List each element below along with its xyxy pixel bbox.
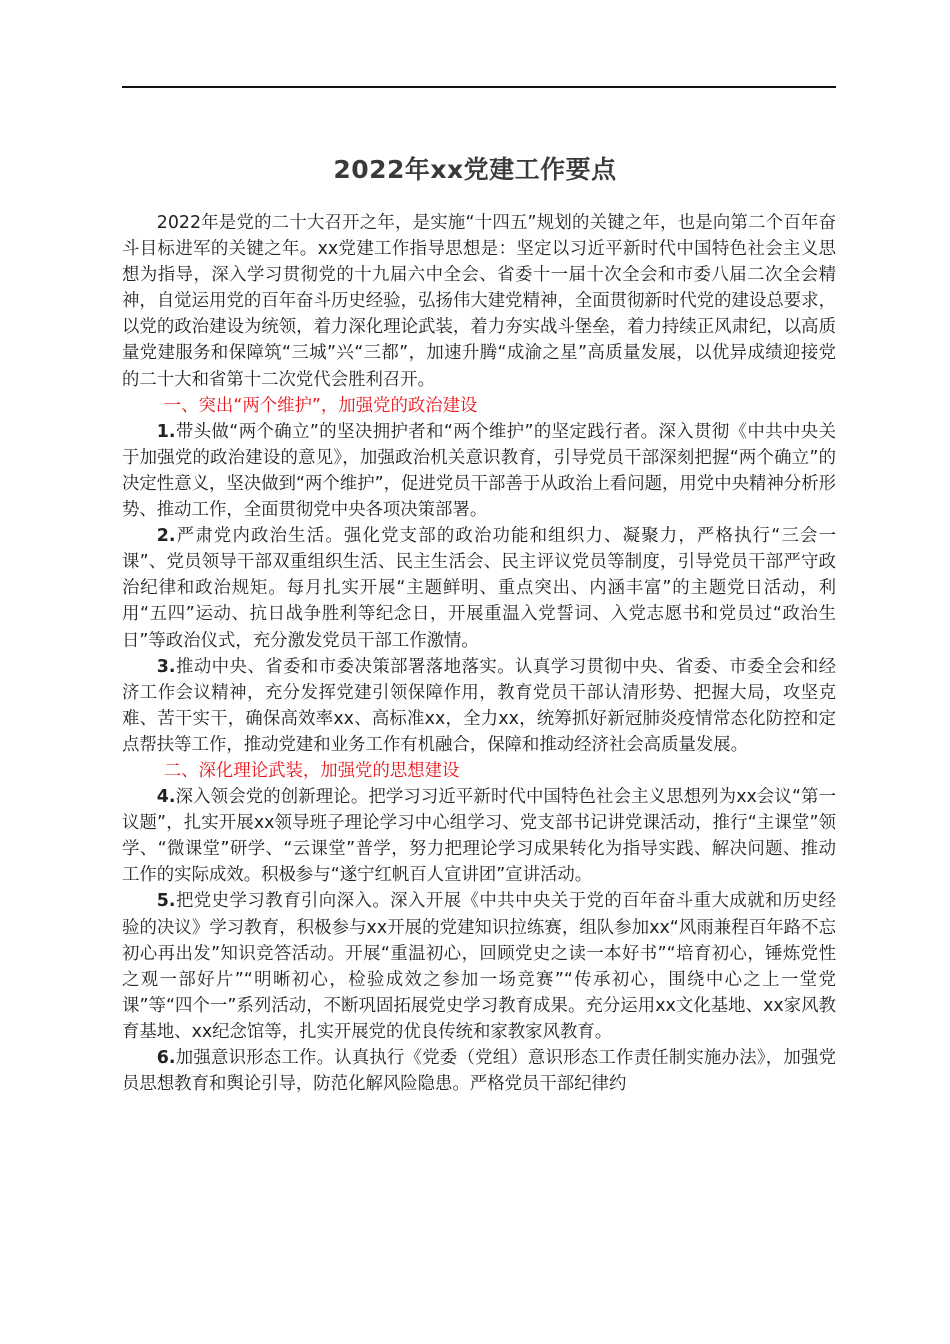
item-text: 带头做“两个确立”的坚决拥护者和“两个维护”的坚定践行者。深入贯彻《中共中央关于加强党的政治建设的意见》，加强政治机关意识教育，引导党员干部深刻把握“两个确立”的决定性意义，坚决做到“两个维护”，促进党员干部善于从政治上看问题，用党中央精神分析形势、推动工作，全面贯彻党中央各项决策部署。 xyxy=(122,421,836,521)
header-rule xyxy=(122,86,836,88)
list-item xyxy=(122,419,836,523)
item-number: 4. xyxy=(156,787,176,808)
item-number: 3. xyxy=(156,656,176,677)
list-item xyxy=(122,1045,836,1097)
item-text: 加强意识形态工作。认真执行《党委（党组）意识形态工作责任制实施办法》，加强党员思想教育和舆论引导，防范化解风险隐患。严格党员干部纪律约 xyxy=(122,1048,836,1095)
list-item xyxy=(122,784,836,888)
list-item xyxy=(122,888,836,1045)
document-body xyxy=(122,210,836,1097)
item-text: 把党史学习教育引向深入。深入开展《中共中央关于党的百年奋斗重大成就和历史经验的决议》学习教育，积极参与xx开展的党建知识拉练赛，组队参加xx“风雨兼程百年路不忘初心再出发”知识竞答活动。开展“重温初心，回顾党史之读一本好书”“培育初心，锤炼党性之观一部好片”“明晰初心，检验成效之参加一场竞赛”“传承初心，围绕中心之上一堂党课”等“四个一”系列活动，不断巩固拓展党史学习教育成果。充分运用xx文化基地、xx家风教育基地、xx纪念馆等，扎实开展党的优良传统和家教家风教育。 xyxy=(122,891,836,1042)
item-text: 推动中央、省委和市委决策部署落地落实。认真学习贯彻中央、省委、市委全会和经济工作会议精神，充分发挥党建引领保障作用，教育党员干部认清形势、把握大局，攻坚克难、苦干实干，确保高效率xx、高标准xx，全力xx，统筹抓好新冠肺炎疫情常态化防控和定点帮扶等工作，推动党建和业务工作有机融合，保障和推动经济社会高质量发展。 xyxy=(122,656,836,755)
document-title: 2022年xx党建工作要点 xyxy=(333,155,617,184)
item-text: 深入领会党的创新理论。把学习习近平新时代中国特色社会主义思想列为xx会议“第一议题”，扎实开展xx领导班子理论学习中心组学习、党支部书记讲党课活动，推行“主课堂”领学、“微课堂”研学、“云课堂”普学，努力把理论学习成果转化为指导实践、解决问题、推动工作的实际成效。积极参与“遂宁红帆百人宣讲团”宣讲活动。 xyxy=(122,787,836,886)
list-item xyxy=(122,523,836,653)
item-text: 严肃党内政治生活。强化党支部的政治功能和组织力、凝聚力，严格执行“三会一课”、党员领导干部双重组织生活、民主生活会、民主评议党员等制度，引导党员干部严守政治纪律和政治规矩。每月扎实开展“主题鲜明、重点突出、内涵丰富”的主题党日活动，利用“五四”运动、抗日战争胜利等纪念日，开展重温入党誓词、入党志愿书和党员过“政治生日”等政治仪式，充分激发党员干部工作激情。 xyxy=(122,526,836,651)
list-item xyxy=(122,654,836,758)
item-number: 1. xyxy=(156,421,176,442)
section-heading-2: 二、深化理论武装，加强党的思想建设 xyxy=(163,760,460,781)
intro-paragraph: 2022年是党的二十大召开之年，是实施“十四五”规划的关键之年，也是向第二个百年奋斗目标进军的关键之年。xx党建工作指导思想是：坚定以习近平新时代中国特色社会主义思想为指导，深入学习贯彻党的十九届六中全会、省委十一届十次全会和市委八届二次全会精神，自觉运用党的百年奋斗历史经验，弘扬伟大建党精神，全面贯彻新时代党的建设总要求，以党的政治建设为统领，着力深化理论武装，着力夯实战斗堡垒，着力持续正风肃纪，以高质量党建服务和保障筑“三城”兴“三都”，加速升腾“成渝之星”高质量发展，以优异成绩迎接党的二十大和省第十二次党代会胜利召开。 xyxy=(122,213,836,390)
item-number: 5. xyxy=(156,891,176,912)
section-heading-1: 一、突出“两个维护”，加强党的政治建设 xyxy=(163,395,478,416)
item-number: 6. xyxy=(156,1048,176,1068)
item-number: 2. xyxy=(156,526,176,547)
